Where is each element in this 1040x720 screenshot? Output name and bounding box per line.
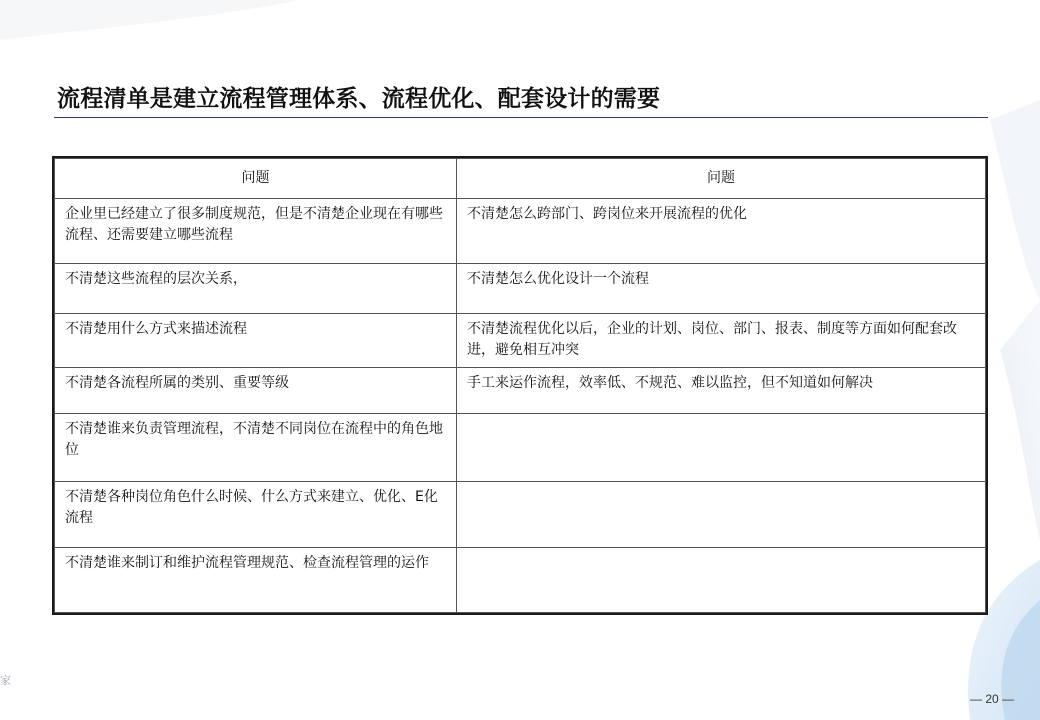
page-number: — 20 — — [969, 692, 1014, 706]
table-cell — [457, 548, 986, 613]
column-header: 问题 — [457, 159, 986, 199]
table-cell: 不清楚各种岗位角色什么时候、什么方式来建立、优化、E化流程 — [55, 482, 457, 548]
title-underline — [54, 117, 988, 118]
table-row — [55, 264, 986, 314]
table-row — [55, 368, 986, 414]
table-cell: 手工来运作流程，效率低、不规范、难以监控，但不知道如何解决 — [457, 368, 986, 414]
corner-watermark-text: 家 — [0, 674, 11, 687]
table-cell: 不清楚流程优化以后，企业的计划、岗位、部门、报表、制度等方面如何配套改进，避免相互冲突 — [457, 314, 986, 368]
table-cell: 不清楚各流程所属的类别、重要等级 — [55, 368, 457, 414]
table-cell — [457, 414, 986, 482]
table-cell: 不清楚这些流程的层次关系， — [55, 264, 457, 314]
table-row — [55, 199, 986, 264]
table-header-row — [55, 159, 986, 199]
problems-table — [52, 156, 988, 615]
table-cell: 不清楚怎么跨部门、跨岗位来开展流程的优化 — [457, 199, 986, 264]
column-header: 问题 — [55, 159, 457, 199]
table-row — [55, 548, 986, 613]
table-row — [55, 482, 986, 548]
table-cell: 不清楚谁来负责管理流程，不清楚不同岗位在流程中的角色地位 — [55, 414, 457, 482]
table-cell: 不清楚怎么优化设计一个流程 — [457, 264, 986, 314]
page-title: 流程清单是建立流程管理体系、流程优化、配套设计的需要 — [57, 86, 661, 112]
table-cell — [457, 482, 986, 548]
table-cell: 企业里已经建立了很多制度规范，但是不清楚企业现在有哪些流程、还需要建立哪些流程 — [55, 199, 457, 264]
table-cell: 不清楚用什么方式来描述流程 — [55, 314, 457, 368]
table-row — [55, 414, 986, 482]
table-cell: 不清楚谁来制订和维护流程管理规范、检查流程管理的运作 — [55, 548, 457, 613]
table-row — [55, 314, 986, 368]
